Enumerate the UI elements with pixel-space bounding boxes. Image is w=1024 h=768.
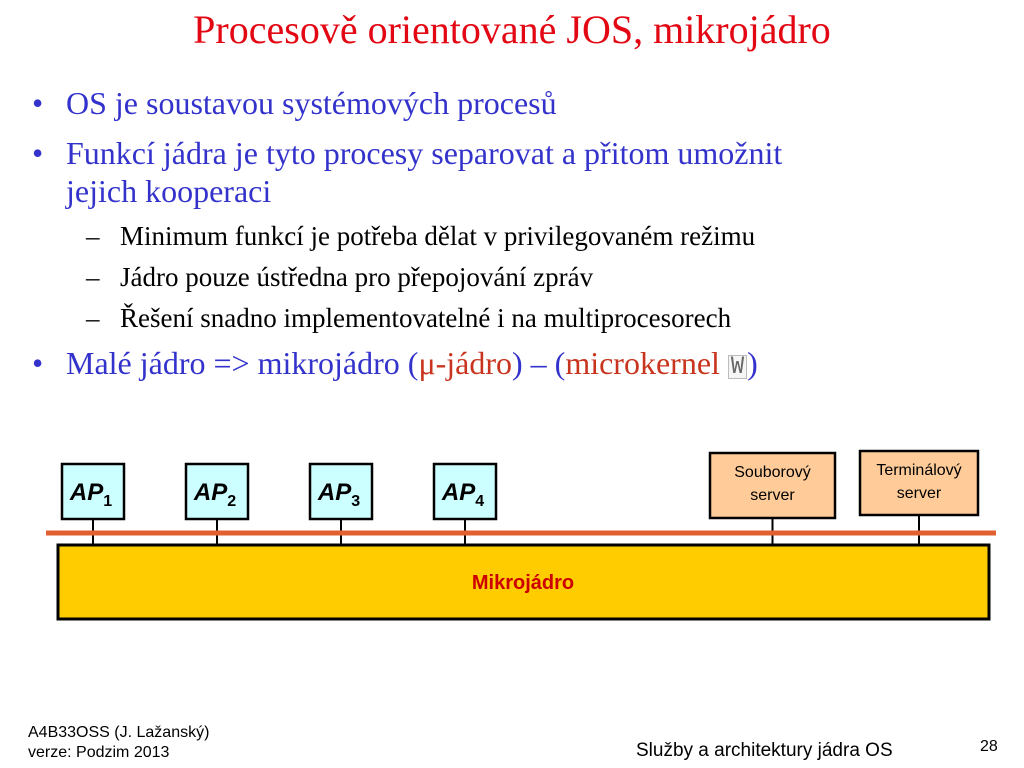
footer-course: A4B33OSS (J. Lažanský)	[28, 724, 210, 741]
process-subscript: 4	[475, 493, 485, 510]
server-processes	[710, 451, 978, 518]
subbullet-3-text: Řešení snadno implementovatelné i na multiprocesorech	[120, 303, 732, 333]
microkernel-link[interactable]: microkernel	[565, 345, 720, 381]
page-number: 28	[980, 738, 998, 755]
process-label: $AP_4$	[441, 479, 485, 510]
subbullet-1-text: Minimum funkcí je potřeba dělat v privilegovaném režimu	[120, 221, 756, 251]
bullet-3-part-1: Malé jádro => mikrojádro (	[66, 345, 419, 381]
mu-kernel-link[interactable]: μ-jádro	[418, 345, 512, 381]
kernel	[58, 545, 989, 619]
server-rect	[710, 453, 835, 518]
subbullet-marker: –	[86, 262, 100, 292]
server-label-line-1: Terminálový	[876, 462, 962, 479]
process-box-1	[62, 464, 124, 519]
bullet-marker: •	[32, 135, 44, 171]
wikipedia-icon[interactable]: W	[728, 355, 747, 379]
subbullet-marker: –	[86, 221, 100, 251]
process-label: $AP_1$	[69, 479, 113, 510]
bullet-2-line-1: Funkcí jádra je tyto procesy separovat a přitom umožnit	[66, 135, 783, 171]
bullet-1-text: OS je soustavou systémových procesů	[66, 85, 557, 121]
process-label: $AP_3$	[317, 479, 361, 510]
server-rect	[860, 451, 978, 515]
process-box-2	[186, 464, 248, 519]
slide-title: Procesově orientované JOS, mikrojádro	[193, 7, 831, 52]
process-subscript: 1	[103, 493, 113, 510]
subbullet-2-text: Jádro pouze ústředna pro přepojování zpráv	[120, 262, 594, 292]
process-label: $AP_2$	[193, 479, 237, 510]
server-box-1	[710, 453, 835, 518]
process-box-3	[310, 464, 372, 519]
application-processes	[62, 464, 496, 519]
server-label-line-2: server	[896, 485, 942, 502]
process-subscript: 3	[351, 493, 361, 510]
footer-topic: Služby a architektury jádra OS	[636, 740, 893, 761]
bullet-2-line-2: jejich kooperaci	[66, 173, 272, 209]
server-label-line-1: Souborový	[734, 464, 811, 481]
process-box-4	[434, 464, 496, 519]
bullet-marker: •	[32, 85, 44, 121]
bullet-marker: •	[32, 345, 44, 381]
bullet-3-part-3: )	[747, 345, 758, 381]
bullet-3-part-2: ) – (	[512, 345, 566, 381]
subbullet-marker: –	[86, 303, 100, 333]
footer-left	[28, 723, 209, 763]
kernel-label: Mikrojádro	[471, 572, 575, 594]
footer-version: verze: Podzim 2013	[28, 744, 170, 761]
process-subscript: 2	[227, 493, 237, 510]
server-box-2	[860, 451, 978, 515]
server-label-line-2: server	[750, 487, 795, 504]
